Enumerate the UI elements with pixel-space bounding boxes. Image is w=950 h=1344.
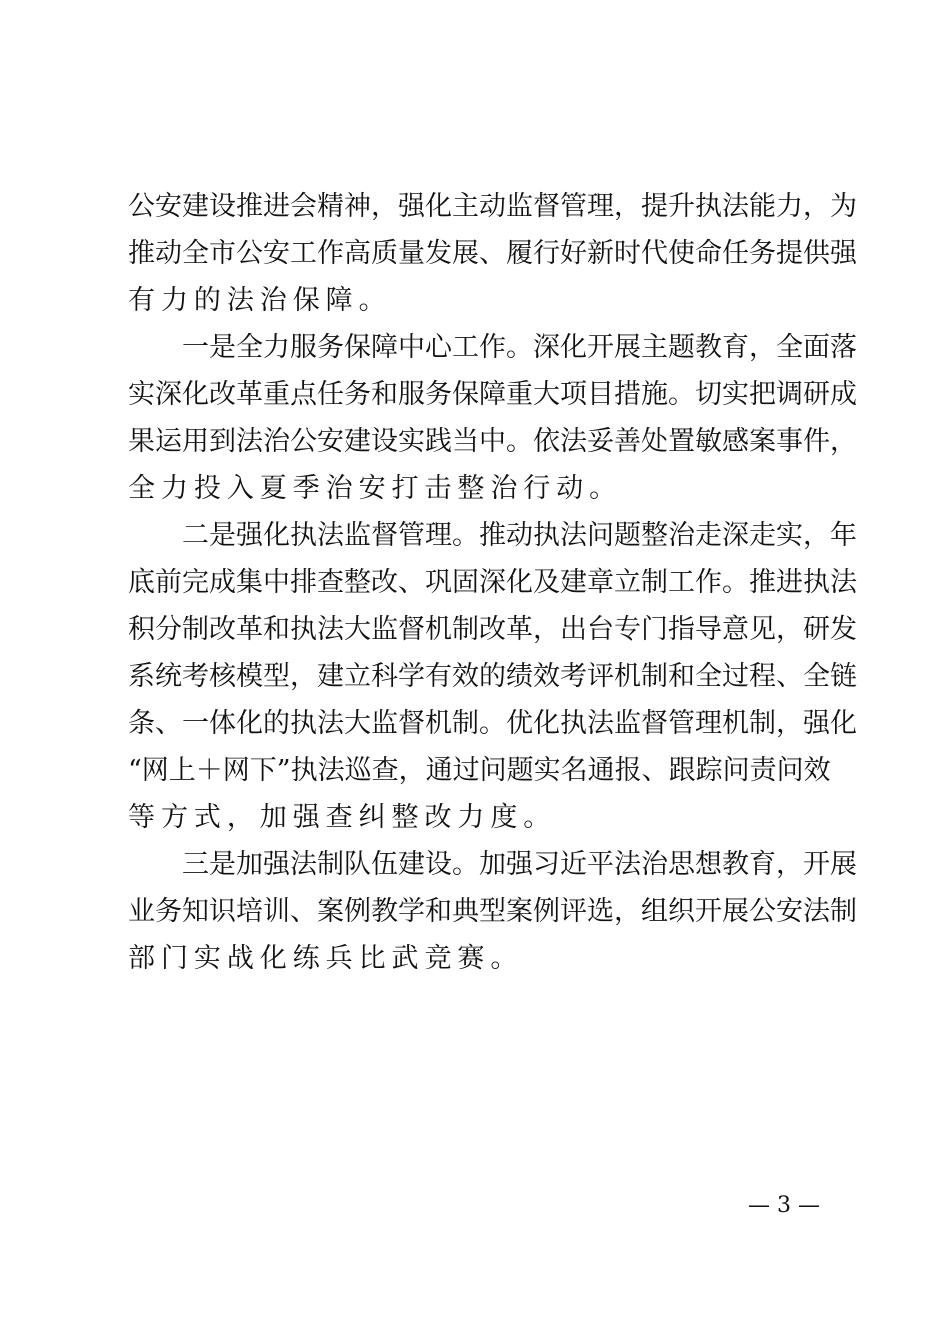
text-line: 一是全力服务保障中心工作。深化开展主题教育，全面落 (128, 332, 857, 363)
paragraph-1 (128, 183, 857, 324)
text-line: 条、一体化的执法大监督机制。优化执法监督管理机制，强化 (128, 708, 857, 739)
text-line: 业务知识培训、案例教学和典型案例评选，组织开展公安法制 (128, 896, 857, 927)
text-line: 三是加强法制队伍建设。加强习近平法治思想教育，开展 (128, 849, 857, 880)
text-line: 系统考核模型，建立科学有效的绩效考评机制和全过程、全链 (128, 661, 857, 692)
text-line: 全力投入夏季治安打击整治行动。 (128, 473, 623, 504)
paragraph-4 (128, 841, 857, 982)
text-line: 二是强化执法监督管理。推动执法问题整治走深走实，年 (128, 520, 857, 551)
text-line: “网上＋网下”执法巡查，通过问题实名通报、跟踪问责问效 (128, 755, 831, 786)
paragraph-3 (128, 512, 857, 841)
text-line: 有力的法治保障。 (128, 285, 392, 316)
text-line: 部门实战化练兵比武竞赛。 (128, 943, 524, 974)
text-line: 果运用到法治公安建设实践当中。依法妥善处置敏感案事件， (128, 426, 857, 457)
text-line: 积分制改革和执法大监督机制改革，出台专门指导意见，研发 (128, 614, 857, 645)
document-body (128, 183, 857, 982)
text-line: 推动全市公安工作高质量发展、履行好新时代使命任务提供强 (128, 238, 857, 269)
page-number: — 3 — (748, 1193, 820, 1218)
text-line: 实深化改革重点任务和服务保障重大项目措施。切实把调研成 (128, 379, 857, 410)
paragraph-2 (128, 324, 857, 512)
text-line: 公安建设推进会精神，强化主动监督管理，提升执法能力，为 (128, 191, 857, 222)
text-line: 底前完成集中排查整改、巩固深化及建章立制工作。推进执法 (128, 567, 857, 598)
text-line: 等方式，加强查纠整改力度。 (128, 802, 557, 833)
